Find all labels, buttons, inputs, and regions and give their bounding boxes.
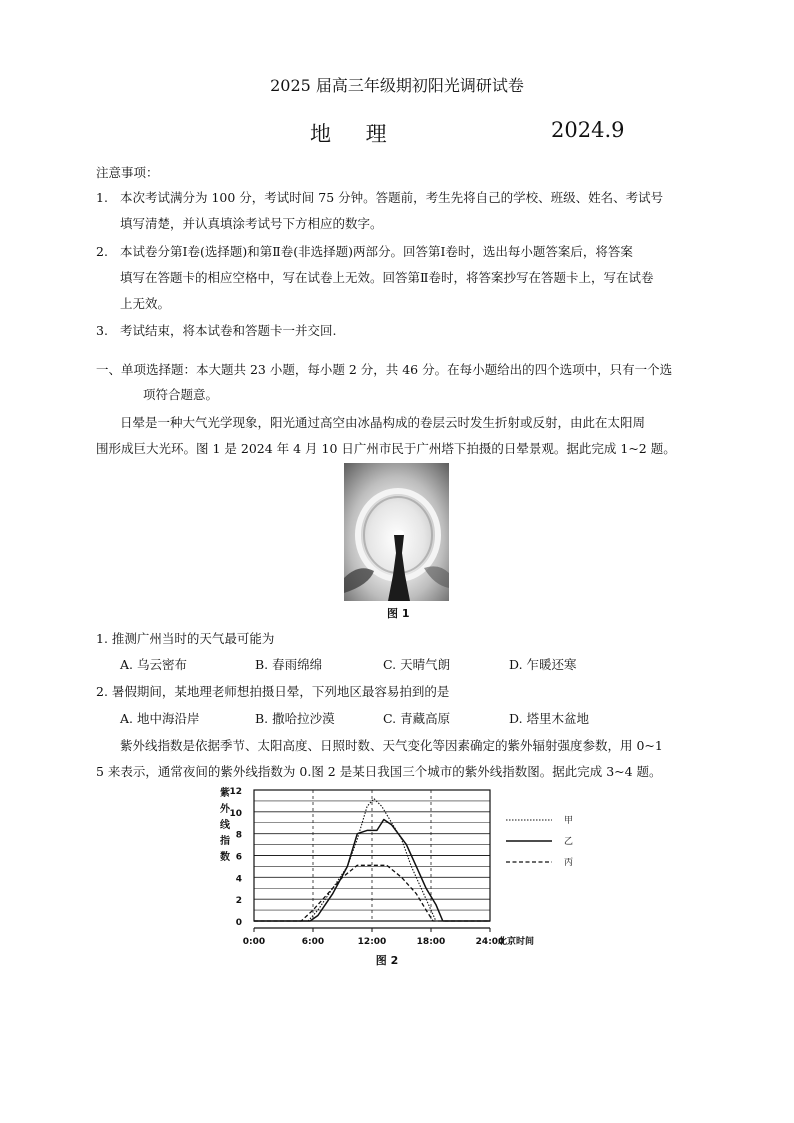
- y-tick-label: 0: [235, 918, 242, 928]
- series-line-1: [254, 799, 490, 921]
- notice-heading: 注意事项：: [96, 165, 159, 180]
- y-axis-label-char: 线: [220, 820, 230, 831]
- x-tick-label: 0:00: [242, 937, 266, 947]
- y-axis-label-char: 指: [220, 836, 230, 847]
- notice-item-1-number: 1.: [96, 190, 108, 205]
- question-1-option-c[interactable]: C. 天晴气朗: [383, 657, 451, 672]
- x-tick-label: 12:00: [357, 937, 387, 947]
- x-tick-label: 18:00: [416, 937, 446, 947]
- question-1-option-b[interactable]: B. 春雨绵绵: [255, 657, 323, 672]
- uv-index-chart: [218, 782, 578, 972]
- question-1-option-d[interactable]: D. 乍暖还寒: [509, 657, 577, 672]
- question-1-option-a[interactable]: A. 乌云密布: [120, 657, 187, 672]
- notice-item-2-line2: 填写在答题卡的相应空格中，写在试卷上无效。回答第Ⅱ卷时，将答案抄写在答题卡上，写在试卷: [120, 270, 654, 285]
- y-tick-label: 2: [235, 896, 242, 907]
- question-2-stem: 2. 暑假期间，某地理老师想拍摄日晕，下列地区最容易拍到的是: [96, 684, 450, 699]
- y-tick-label: 8: [235, 830, 242, 841]
- y-axis-label-char: 数: [220, 852, 230, 863]
- legend-label: 乙: [564, 837, 574, 847]
- x-tick-label: 6:00: [301, 937, 325, 947]
- figure2-caption: 图 2: [375, 954, 399, 967]
- chart-grid: [254, 790, 490, 921]
- y-tick-label: 10: [229, 808, 242, 819]
- section1-heading: 一、单项选择题：本大题共 23 小题，每小题 2 分，共 46 分。在每小题给出的四个选项中，只有一个选: [96, 362, 673, 377]
- legend-label: 甲: [564, 816, 574, 826]
- halo-photo: [344, 463, 449, 601]
- exam-title: 2025 届高三年级期初阳光调研试卷: [270, 76, 524, 95]
- notice-item-3-line1: 考试结束，将本试卷和答题卡一并交回.: [120, 323, 337, 338]
- passage2-line2: 5 来表示，通常夜间的紫外线指数为 0.图 2 是某日我国三个城市的紫外线指数图。据此完成 3~4 题。: [96, 764, 662, 779]
- chart-series: [254, 799, 490, 921]
- notice-item-2-line3: 上无效。: [120, 296, 171, 311]
- notice-item-1-line2: 填写清楚，并认真填涂考试号下方相应的数字。: [120, 216, 383, 231]
- exam-date: 2024.9: [551, 118, 625, 142]
- x-axis-label: 北京时间: [498, 937, 535, 947]
- chart-legend: [506, 815, 573, 868]
- question-1-stem: 1. 推测广州当时的天气最可能为: [96, 631, 275, 646]
- notice-item-3-number: 3.: [96, 323, 108, 338]
- y-tick-label: 6: [235, 852, 242, 863]
- legend-label: 丙: [564, 858, 574, 868]
- section1-heading-cont: 项符合题意。: [143, 387, 219, 402]
- notice-item-2-line1: 本试卷分第Ⅰ卷(选择题)和第Ⅱ卷(非选择题)两部分。回答第Ⅰ卷时，选出每小题答案后，将答案: [120, 244, 633, 259]
- question-2-option-b[interactable]: B. 撒哈拉沙漠: [255, 711, 335, 726]
- y-tick-label: 12: [229, 787, 242, 797]
- y-tick-label: 4: [235, 874, 242, 885]
- notice-item-1-line1: 本次考试满分为 100 分，考试时间 75 分钟。答题前，考生先将自己的学校、班级、姓名、考试号: [120, 190, 664, 205]
- x-tick-label: 24:00: [475, 937, 505, 947]
- subject-title: 地 理: [310, 122, 401, 146]
- passage1-line1: 日晕是一种大气光学现象，阳光通过高空由冰晶构成的卷层云时发生折射或反射，由此在太阳周: [120, 415, 646, 430]
- y-axis-label-char: 外: [220, 804, 230, 815]
- question-2-option-d[interactable]: D. 塔里木盆地: [509, 711, 590, 726]
- passage1-line2: 围形成巨大光环。图 1 是 2024 年 4 月 10 日广州市民于广州塔下拍摄的日晕景观。据此完成 1~2 题。: [96, 441, 676, 456]
- figure1-caption: 图 1: [387, 607, 410, 620]
- chart-axes: [220, 786, 534, 967]
- passage2-line1: 紫外线指数是依据季节、太阳高度、日照时数、天气变化等因素确定的紫外辐射强度参数，用 0~1: [120, 738, 663, 753]
- y-axis-label-char: 紫: [220, 788, 230, 799]
- question-2-option-c[interactable]: C. 青藏高原: [383, 711, 451, 726]
- question-2-option-a[interactable]: A. 地中海沿岸: [120, 711, 200, 726]
- notice-item-2-number: 2.: [96, 244, 108, 259]
